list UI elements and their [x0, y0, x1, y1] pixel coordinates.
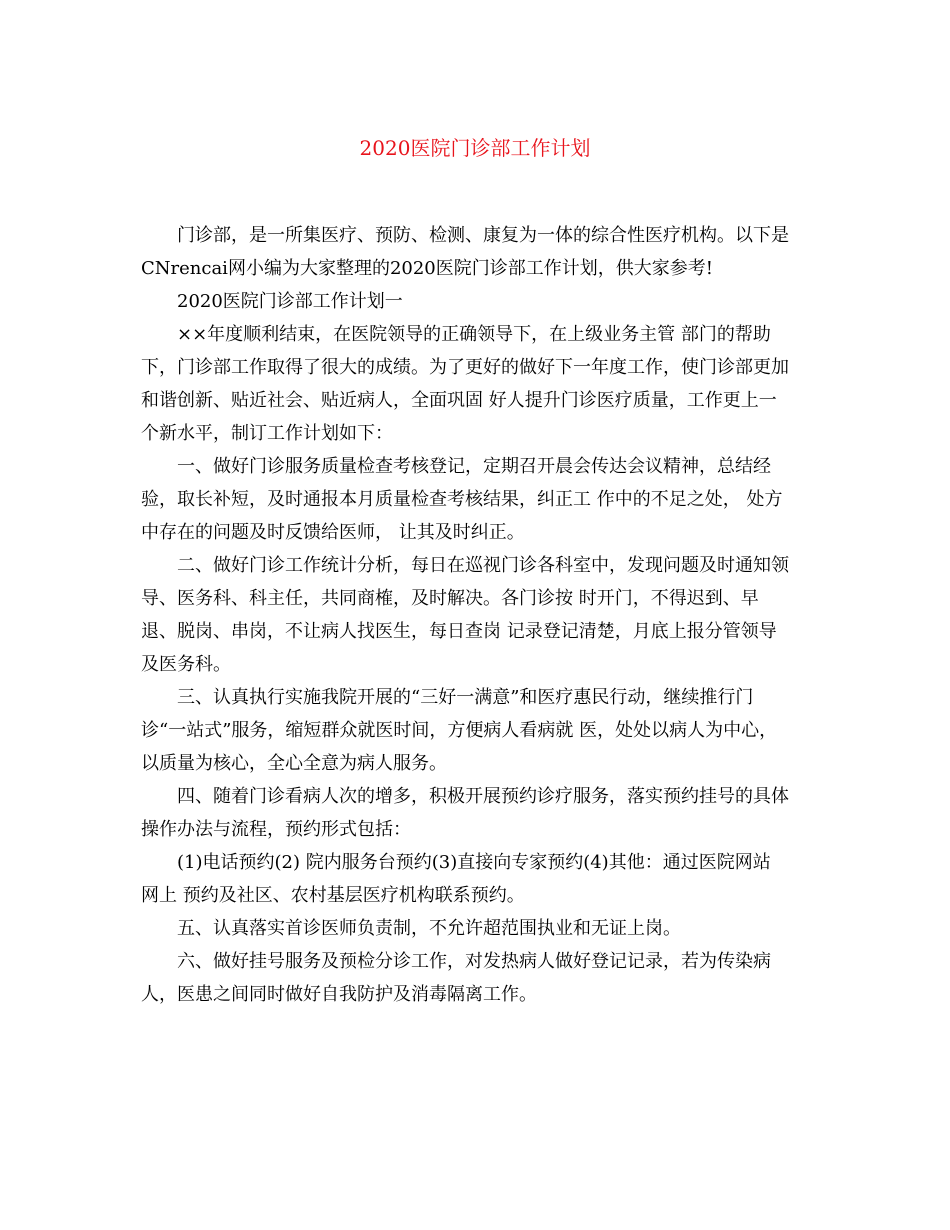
paragraph-line: 以质量为核心，全心全意为病人服务。	[141, 753, 447, 774]
section-heading: 2020医院门诊部工作计划一	[177, 291, 403, 312]
document-body	[141, 219, 813, 1011]
paragraph-line: 六、做好挂号服务及预检分诊工作，对发热病人做好登记记录，若为传染病	[177, 951, 771, 972]
paragraph-line: 验，取长补短，及时通报本月质量检查考核结果，纠正工 作中的不足之处， 处方	[141, 489, 783, 510]
paragraph-line: 个新水平，制订工作计划如下：	[141, 423, 393, 444]
paragraph-line: 门诊部，是一所集医疗、预防、检测、康复为一体的综合性医疗机构。以下是	[177, 225, 789, 246]
paragraph-line: 人，医患之间同时做好自我防护及消毒隔离工作。	[141, 984, 537, 1005]
document-title: 2020医院门诊部工作计划	[359, 136, 591, 160]
paragraph-line: CNrencai网小编为大家整理的2020医院门诊部工作计划，供大家参考!	[141, 258, 713, 279]
paragraph-line: 导、医务科、科主任，共同商榷，及时解决。各门诊按 时开门，不得迟到、早	[141, 588, 759, 609]
paragraph-line: 二、做好门诊工作统计分析，每日在巡视门诊各科室中，发现问题及时通知领	[177, 555, 789, 576]
paragraph-line: 五、认真落实首诊医师负责制，不允许超范围执业和无证上岗。	[177, 918, 681, 939]
paragraph-line: 操作办法与流程，预约形式包括：	[141, 819, 411, 840]
paragraph-line: 四、随着门诊看病人次的增多，积极开展预约诊疗服务，落实预约挂号的具体	[177, 786, 789, 807]
paragraph-line: 诊“一站式”服务，缩短群众就医时间，方便病人看病就 医，处处以病人为中心，	[141, 720, 778, 741]
paragraph-line: 退、脱岗、串岗，不让病人找医生，每日查岗 记录登记清楚，月底上报分管领导	[141, 621, 777, 642]
paragraph-line: 三、认真执行实施我院开展的“三好一满意”和医疗惠民行动，继续推行门	[177, 687, 754, 708]
paragraph-line: (1)电话预约(2) 院内服务台预约(3)直接向专家预约(4)其他：通过医院网站	[177, 852, 771, 873]
paragraph-line: 及医务科。	[141, 654, 231, 675]
paragraph-line: 一、做好门诊服务质量检查考核登记，定期召开晨会传达会议精神，总结经	[177, 456, 771, 477]
paragraph-line: ××年度顺利结束，在医院领导的正确领导下，在上级业务主管 部门的帮助	[177, 324, 771, 345]
paragraph-line: 网上 预约及社区、农村基层医疗机构联系预约。	[141, 885, 525, 906]
paragraph-line: 中存在的问题及时反馈给医师， 让其及时纠正。	[141, 522, 525, 543]
paragraph-line: 和谐创新、贴近社会、贴近病人，全面巩固 好人提升门诊医疗质量，工作更上一	[141, 390, 777, 411]
paragraph-line: 下，门诊部工作取得了很大的成绩。为了更好的做好下一年度工作，使门诊部更加	[141, 357, 789, 378]
